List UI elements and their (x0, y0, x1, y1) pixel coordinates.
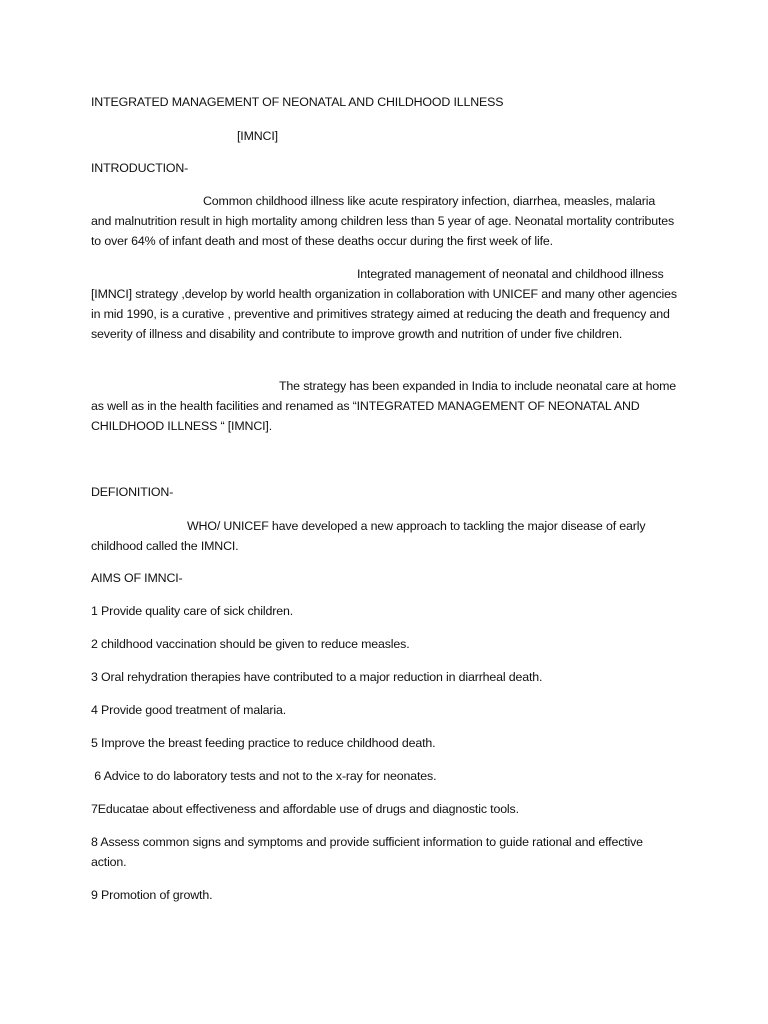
aim-item-7: 7Educatae about effectiveness and affordable use of drugs and diagnostic tools. (91, 802, 519, 816)
introduction-heading: INTRODUCTION- (91, 161, 189, 175)
aim-item-5: 5 Improve the breast feeding practice to reduce childhood death. (91, 736, 436, 750)
introduction-paragraph-3: The strategy has been expanded in India to include neonatal care at home as well as in the health facilities and renamed as “INTEGRATED MANAGEMENT OF NEONATAL AND CHILDHOOD ILLNESS “ [IMNCI]. (91, 379, 676, 433)
definition-paragraph: WHO/ UNICEF have developed a new approach to tackling the major disease of early childhood called the IMNCI. (91, 519, 646, 553)
definition-heading: DEFIONITION- (91, 485, 174, 499)
document-title: INTEGRATED MANAGEMENT OF NEONATAL AND CHILDHOOD ILLNESS (91, 95, 504, 109)
aim-item-4: 4 Provide good treatment of malaria. (91, 703, 287, 717)
aim-item-6: 6 Advice to do laboratory tests and not to the x-ray for neonates. (91, 769, 437, 783)
introduction-paragraph-2: Integrated management of neonatal and childhood illness [IMNCI] strategy ,develop by world health organization in collaboration with UNICEF and many other agencies in mid 1990, is a curative , preventive and primitives strategy aimed at reducing the death and frequency and severity of illness and disability and contribute to improve growth and nutrition of under five children. (91, 267, 677, 341)
aim-item-1: 1 Provide quality care of sick children. (91, 604, 293, 618)
aim-item-9: 9 Promotion of growth. (91, 888, 213, 902)
aim-item-3: 3 Oral rehydration therapies have contributed to a major reduction in diarrheal death. (91, 670, 543, 684)
aim-item-8: 8 Assess common signs and symptoms and provide sufficient information to guide rational and effective action. (91, 835, 643, 869)
introduction-paragraph-1: Common childhood illness like acute respiratory infection, diarrhea, measles, malaria and malnutrition result in high mortality among children less than 5 year of age. Neonatal mortality contributes to over 64% of infant death and most of these deaths occur during the first week of life. (91, 194, 675, 248)
document-abbreviation: [IMNCI] (237, 129, 278, 143)
aims-heading: AIMS OF IMNCI- (91, 571, 183, 585)
aim-item-2: 2 childhood vaccination should be given to reduce measles. (91, 637, 410, 651)
